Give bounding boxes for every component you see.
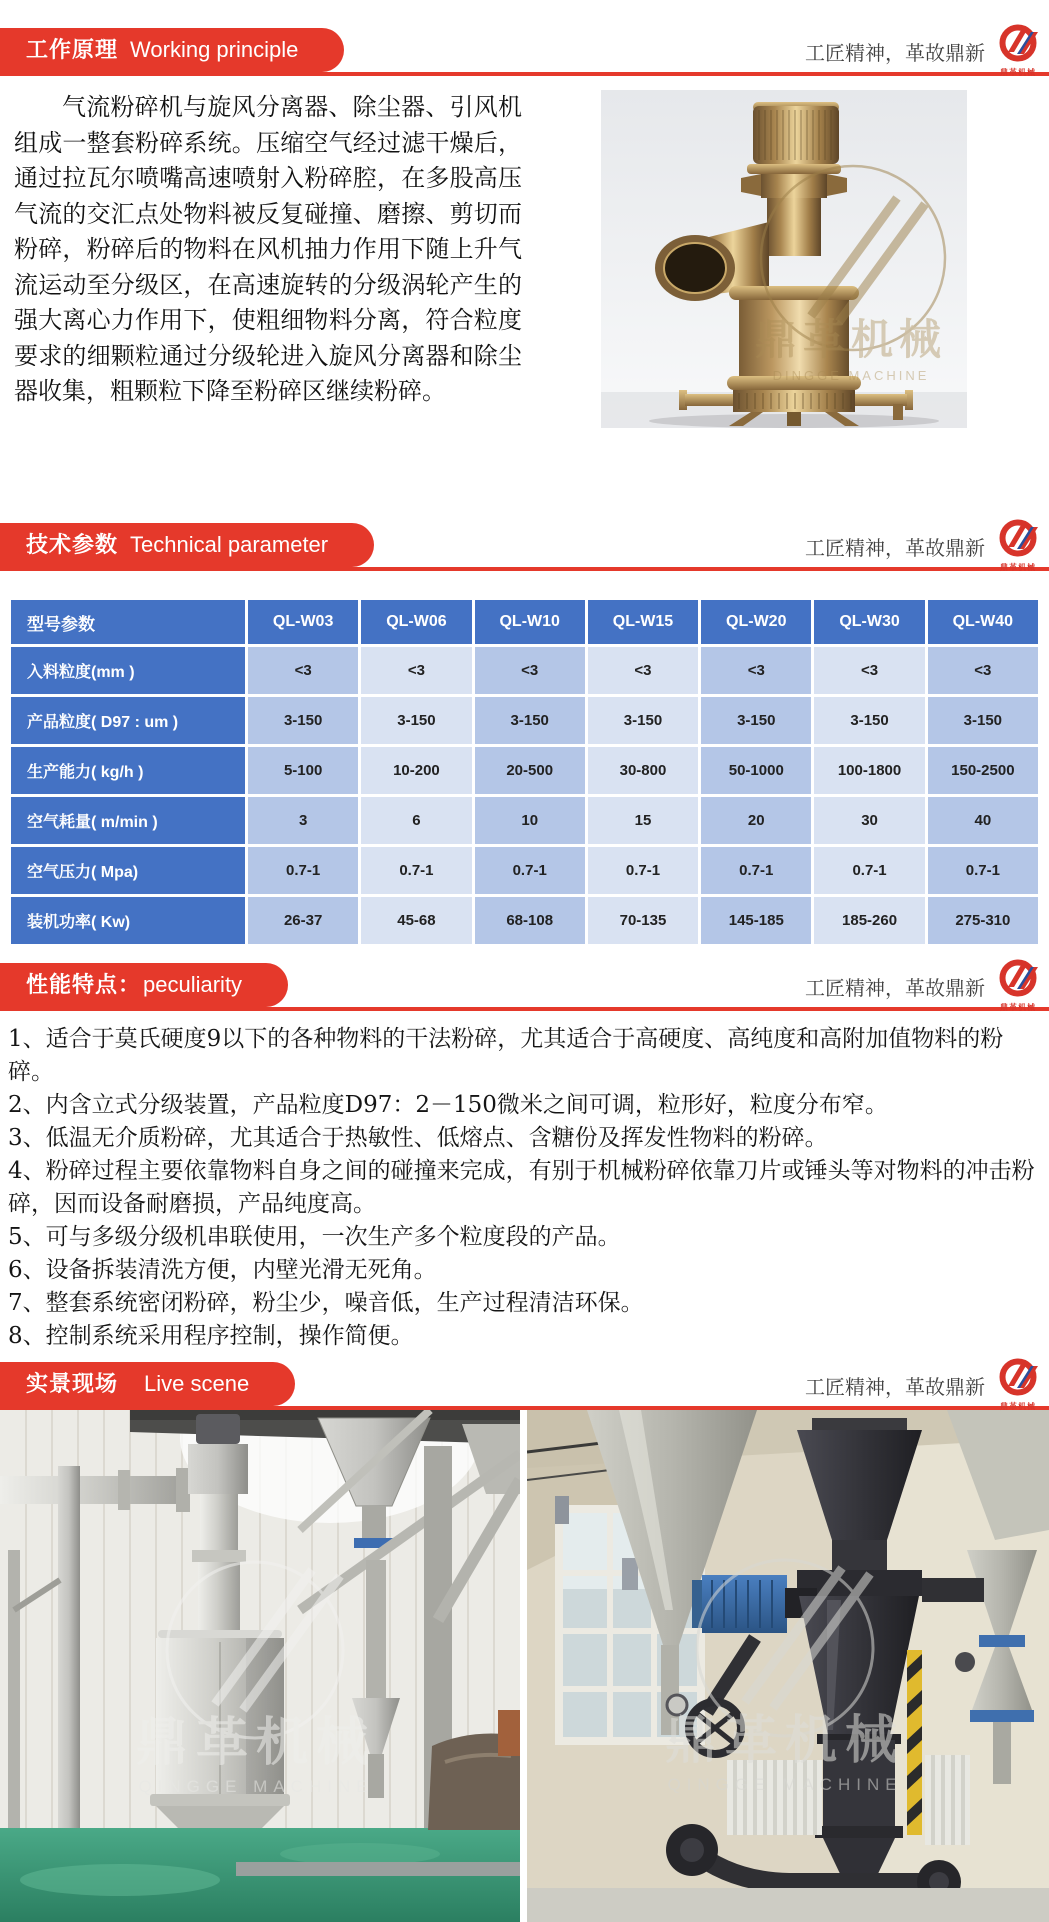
tagline-text: 工匠精神，革故鼎新 <box>805 42 985 65</box>
feature-item: 7、整套系统密闭粉碎，粉尘少，噪音低，生产过程清洁环保。 <box>8 1290 644 1316</box>
spec-cell: 40 <box>928 797 1038 844</box>
spec-cell: 0.7-1 <box>475 847 585 894</box>
brand-logo-icon <box>995 1357 1041 1413</box>
spec-table-model-header: QL-W40 <box>928 600 1038 644</box>
spec-row-label: 产品粒度( D97 : um ) <box>11 697 245 744</box>
section-title-zh: 技术参数 <box>26 532 119 557</box>
photo-watermark-zh: 鼎革机械 <box>664 1712 906 1770</box>
spec-table-row <box>11 847 1038 894</box>
spec-cell: 68-108 <box>475 897 585 944</box>
spec-cell: <3 <box>588 647 698 694</box>
spec-cell: 0.7-1 <box>928 847 1038 894</box>
spec-cell: <3 <box>928 647 1038 694</box>
section-header-working-principle <box>0 28 1049 76</box>
spec-table-corner-header: 型号参数 <box>11 600 245 644</box>
working-principle-paragraph: 气流粉碎机与旋风分离器、除尘器、引风机组成一整套粉碎系统。压缩空气经过滤干燥后，通过拉瓦尔喷嘴高速喷射入粉碎腔，在多股高压气流的交汇点处物料被反复碰撞、磨擦、剪切而粉碎，粉碎后的物料在风机抽力作用下随上升气流运动至分级区，在高速旋转的分级涡轮产生的强大离心力作用下，使粗细物料分离，符合粒度要求的细颗粒通过分级轮进入旋风分离器和除尘器收集，粗颗粒下降至粉碎区继续粉碎。 <box>14 93 522 405</box>
spec-cell: 15 <box>588 797 698 844</box>
photo-watermark-en: QINGGE MACHINE <box>138 1777 374 1796</box>
section-title-zh: 实景现场 <box>26 1371 119 1396</box>
factory-photo-right <box>527 1410 1049 1922</box>
live-scene-section <box>0 1410 1049 1922</box>
spec-table-row <box>11 697 1038 744</box>
brand-tagline <box>805 1362 1041 1411</box>
spec-cell: 275-310 <box>928 897 1038 944</box>
spec-cell: 50-1000 <box>701 747 811 794</box>
section-title-zh: 性能特点： <box>26 972 142 997</box>
spec-cell: 3-150 <box>248 697 358 744</box>
section-title-zh: 工作原理 <box>26 37 119 62</box>
spec-cell: 3 <box>248 797 358 844</box>
spec-cell: 0.7-1 <box>588 847 698 894</box>
tagline-text: 工匠精神，革故鼎新 <box>805 537 985 560</box>
live-photo-left <box>0 1410 520 1922</box>
spec-cell: 3-150 <box>701 697 811 744</box>
spec-table-model-header: QL-W30 <box>814 600 924 644</box>
brand-logo-icon <box>995 518 1041 574</box>
spec-cell: 3-150 <box>588 697 698 744</box>
feature-item: 2、内含立式分级装置，产品粒度D97：2－150微米之间可调，粒形好，粒度分布窄。 <box>8 1092 888 1118</box>
spec-cell: 26-37 <box>248 897 358 944</box>
spec-row-label: 空气耗量( m/min ) <box>11 797 245 844</box>
spec-cell: <3 <box>475 647 585 694</box>
spec-cell: 3-150 <box>475 697 585 744</box>
spec-cell: 150-2500 <box>928 747 1038 794</box>
spec-cell: 20-500 <box>475 747 585 794</box>
spec-cell: 45-68 <box>361 897 471 944</box>
spec-table-row <box>11 647 1038 694</box>
section-banner <box>0 963 288 1007</box>
brand-tagline <box>805 28 1041 77</box>
spec-table-model-header: QL-W20 <box>701 600 811 644</box>
section-title-en: Working principle <box>130 37 299 62</box>
spec-cell: <3 <box>361 647 471 694</box>
spec-row-label: 生产能力( kg/h ) <box>11 747 245 794</box>
section-header-technical-parameter <box>0 523 1049 571</box>
spec-table-model-header: QL-W03 <box>248 600 358 644</box>
tagline-text: 工匠精神，革故鼎新 <box>805 977 985 1000</box>
spec-cell: 185-260 <box>814 897 924 944</box>
spec-cell: 0.7-1 <box>248 847 358 894</box>
section-banner <box>0 28 344 72</box>
feature-item: 5、可与多级分级机串联使用，一次生产多个粒度段的产品。 <box>8 1224 621 1250</box>
section-title-en: peculiarity <box>143 972 243 997</box>
spec-table-row <box>11 897 1038 944</box>
photo-watermark-zh: 鼎革机械 <box>135 1714 377 1772</box>
spec-cell: 0.7-1 <box>361 847 471 894</box>
feature-item: 8、控制系统采用程序控制，操作简便。 <box>8 1323 414 1349</box>
brand-tagline <box>805 963 1041 1012</box>
render-watermark-zh: 鼎革机械 <box>754 316 948 363</box>
spec-cell: 0.7-1 <box>701 847 811 894</box>
spec-cell: 3-150 <box>814 697 924 744</box>
section-title-en: Live scene <box>144 1371 250 1396</box>
spec-cell: 3-150 <box>928 697 1038 744</box>
section-title-en: Technical parameter <box>130 532 329 557</box>
spec-cell: 30-800 <box>588 747 698 794</box>
working-principle-section <box>0 76 1049 523</box>
spec-table-model-header: QL-W06 <box>361 600 471 644</box>
section-banner <box>0 1362 295 1406</box>
spec-cell: 10-200 <box>361 747 471 794</box>
spec-cell: 5-100 <box>248 747 358 794</box>
spec-row-label: 装机功率( Kw) <box>11 897 245 944</box>
feature-item: 6、设备拆装清洗方便，内壁光滑无死角。 <box>8 1257 437 1283</box>
spec-cell: 10 <box>475 797 585 844</box>
spec-row-label: 空气压力( Mpa) <box>11 847 245 894</box>
feature-item: 3、低温无介质粉碎，尤其适合于热敏性、低熔点、含糖份及挥发性物料的粉碎。 <box>8 1125 828 1151</box>
render-watermark-en: DINGGE MACHINE <box>772 368 930 383</box>
jet-mill-render-illustration <box>601 90 967 428</box>
brand-logo-icon <box>995 23 1041 79</box>
factory-photo-left <box>0 1410 520 1922</box>
technical-parameter-section <box>0 571 1049 963</box>
svg-text:鼎革机械: 鼎革机械 <box>1000 1003 1036 1012</box>
spec-cell: <3 <box>814 647 924 694</box>
feature-list <box>0 1011 1049 1362</box>
live-photo-right <box>527 1410 1049 1922</box>
spec-cell: <3 <box>701 647 811 694</box>
section-banner <box>0 523 374 567</box>
spec-cell: 6 <box>361 797 471 844</box>
product-render-image <box>601 90 967 428</box>
feature-item: 4、粉碎过程主要依靠物料自身之间的碰撞来完成，有别于机械粉碎依靠刀片或锤头等对物料的冲击粉碎，因而设备耐磨损，产品纯度高。 <box>8 1158 1035 1217</box>
spec-cell: 30 <box>814 797 924 844</box>
brand-tagline <box>805 523 1041 572</box>
spec-cell: 70-135 <box>588 897 698 944</box>
svg-text:鼎革机械: 鼎革机械 <box>1000 563 1036 572</box>
hazard-stripe-pole <box>907 1650 922 1835</box>
spec-table-model-header: QL-W10 <box>475 600 585 644</box>
spec-cell: 0.7-1 <box>814 847 924 894</box>
spec-table <box>8 597 1041 947</box>
photo-watermark-en: QINGGE MACHINE <box>667 1775 903 1794</box>
spec-table-row <box>11 797 1038 844</box>
svg-text:鼎革机械: 鼎革机械 <box>1000 1402 1036 1411</box>
spec-table-row <box>11 747 1038 794</box>
section-header-peculiarity <box>0 963 1049 1011</box>
spec-table-model-header: QL-W15 <box>588 600 698 644</box>
feature-item: 1、适合于莫氏硬度9以下的各种物料的干法粉碎，尤其适合于高硬度、高纯度和高附加值物料的粉碎。 <box>8 1026 1004 1085</box>
spec-cell: <3 <box>248 647 358 694</box>
section-header-live-scene <box>0 1362 1049 1410</box>
svg-text:鼎革机械: 鼎革机械 <box>1000 68 1036 77</box>
spec-cell: 20 <box>701 797 811 844</box>
brand-logo-icon <box>995 958 1041 1014</box>
spec-cell: 3-150 <box>361 697 471 744</box>
tagline-text: 工匠精神，革故鼎新 <box>805 1376 985 1399</box>
spec-cell: 100-1800 <box>814 747 924 794</box>
spec-cell: 145-185 <box>701 897 811 944</box>
spec-row-label: 入料粒度(mm ) <box>11 647 245 694</box>
